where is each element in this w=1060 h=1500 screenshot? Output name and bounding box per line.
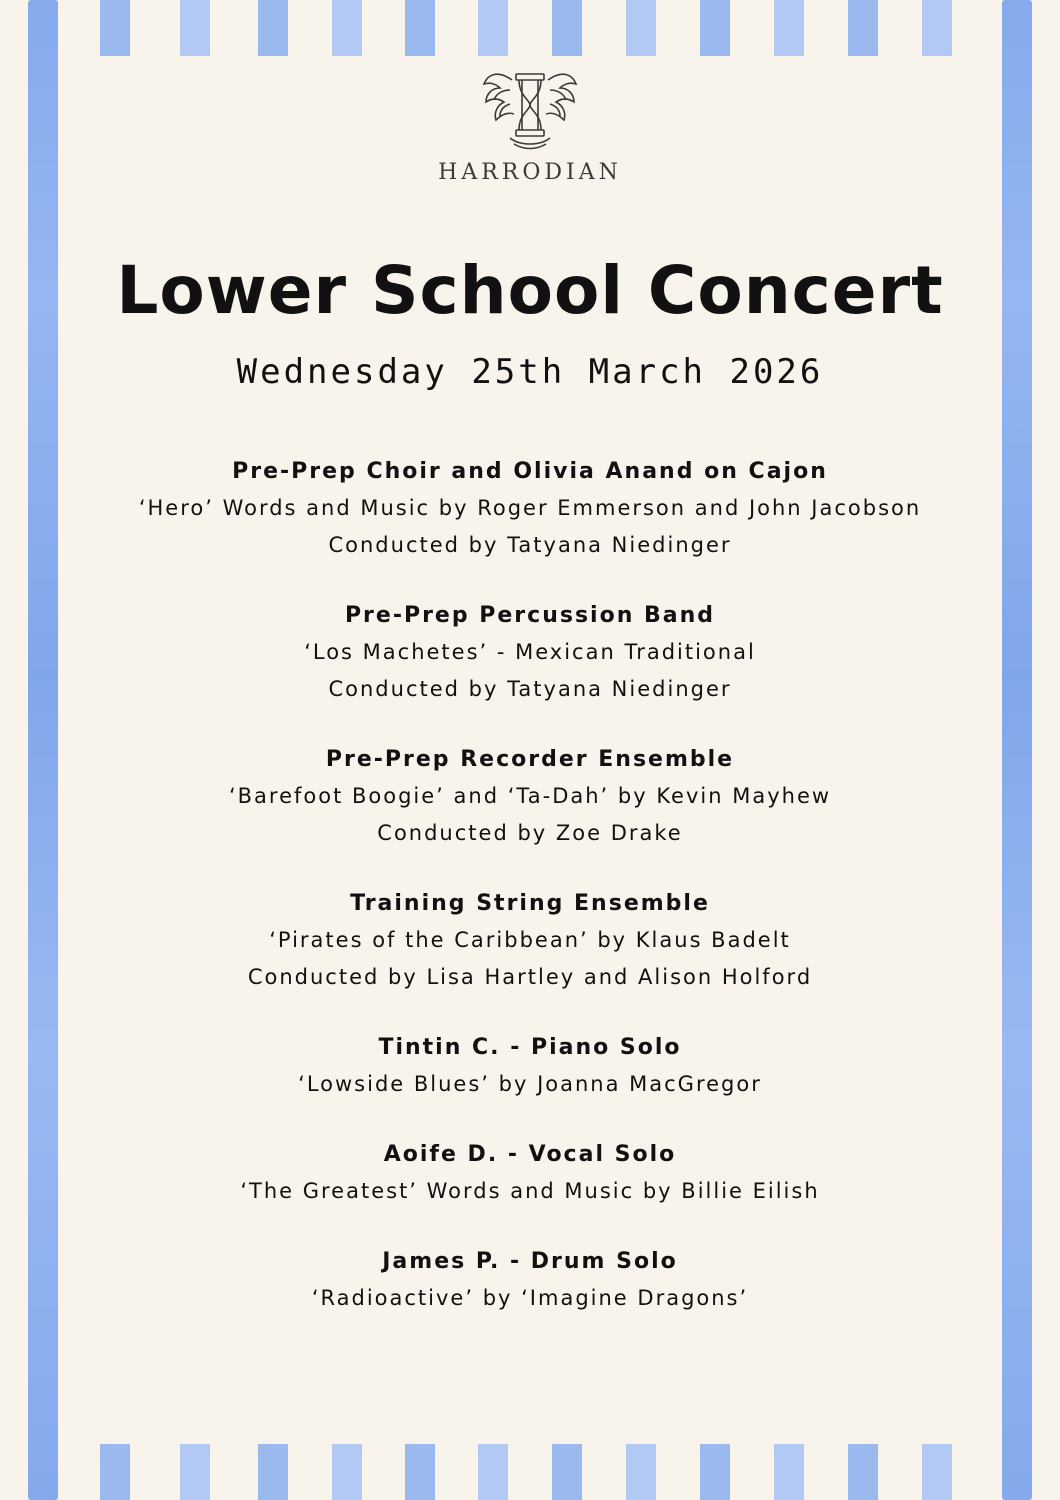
bottom-stripe (848, 1444, 878, 1500)
programme-item-piece: ‘Barefoot Boogie’ and ‘Ta-Dah’ by Kevin Mayhew (228, 784, 832, 808)
top-stripe (700, 0, 730, 56)
top-stripe (332, 0, 362, 56)
bottom-stripe (774, 1444, 804, 1500)
programme-item-piece: ‘Lowside Blues’ by Joanna MacGregor (298, 1072, 762, 1096)
bottom-stripe (332, 1444, 362, 1500)
page-title: Lower School Concert (116, 252, 944, 329)
programme-item-piece: ‘The Greatest’ Words and Music by Billie Eilish (240, 1179, 820, 1203)
programme-item-conductor: Conducted by Tatyana Niedinger (328, 533, 732, 557)
top-stripe (180, 0, 210, 56)
programme-item (80, 1244, 980, 1317)
programme-item-conductor: Conducted by Zoe Drake (377, 821, 683, 845)
programme-item-piece: ‘Radioactive’ by ‘Imagine Dragons’ (311, 1286, 749, 1310)
bottom-stripe (100, 1444, 130, 1500)
top-stripe (848, 0, 878, 56)
programme-item-title: Training String Ensemble (350, 891, 710, 916)
top-stripe (405, 0, 435, 56)
top-stripe (552, 0, 582, 56)
top-stripe (258, 0, 288, 56)
programme-item-title: Pre-Prep Percussion Band (344, 603, 716, 628)
bottom-stripe (180, 1444, 210, 1500)
programme-item-title: Pre-Prep Choir and Olivia Anand on Cajon (232, 459, 828, 484)
top-stripe (626, 0, 656, 56)
programme-item-title: Aoife D. - Vocal Solo (383, 1142, 677, 1167)
bottom-stripe (626, 1444, 656, 1500)
programme-item (80, 1030, 980, 1103)
top-stripe (922, 0, 952, 56)
programme-item-title: Pre-Prep Recorder Ensemble (325, 747, 735, 772)
bottom-stripe (478, 1444, 508, 1500)
programme-item (80, 742, 980, 852)
programme-item (80, 886, 980, 996)
left-border-stripe (28, 0, 58, 1500)
programme-list (80, 454, 980, 1351)
programme-item-conductor: Conducted by Tatyana Niedinger (328, 677, 732, 701)
programme-item-title: James P. - Drum Solo (382, 1249, 678, 1274)
brand-name: HARRODIAN (438, 160, 622, 185)
programme-item-piece: ‘Hero’ Words and Music by Roger Emmerson and John Jacobson (138, 496, 922, 520)
programme-item-piece: ‘Pirates of the Caribbean’ by Klaus Badelt (269, 928, 791, 952)
harrodian-logo (430, 60, 630, 200)
bottom-stripe (700, 1444, 730, 1500)
programme-item (80, 454, 980, 564)
winged-crest-icon (470, 60, 590, 160)
event-date: Wednesday 25th March 2026 (236, 352, 824, 392)
top-stripe (100, 0, 130, 56)
programme-item (80, 1137, 980, 1210)
programme-item (80, 598, 980, 708)
top-stripe (774, 0, 804, 56)
bottom-stripe (405, 1444, 435, 1500)
right-border-stripe (1002, 0, 1032, 1500)
top-stripe (478, 0, 508, 56)
bottom-stripe (552, 1444, 582, 1500)
bottom-stripe (922, 1444, 952, 1500)
programme-item-conductor: Conducted by Lisa Hartley and Alison Holford (247, 965, 813, 989)
programme-item-title: Tintin C. - Piano Solo (378, 1035, 682, 1060)
bottom-stripe (258, 1444, 288, 1500)
programme-item-piece: ‘Los Machetes’ - Mexican Traditional (304, 640, 756, 664)
